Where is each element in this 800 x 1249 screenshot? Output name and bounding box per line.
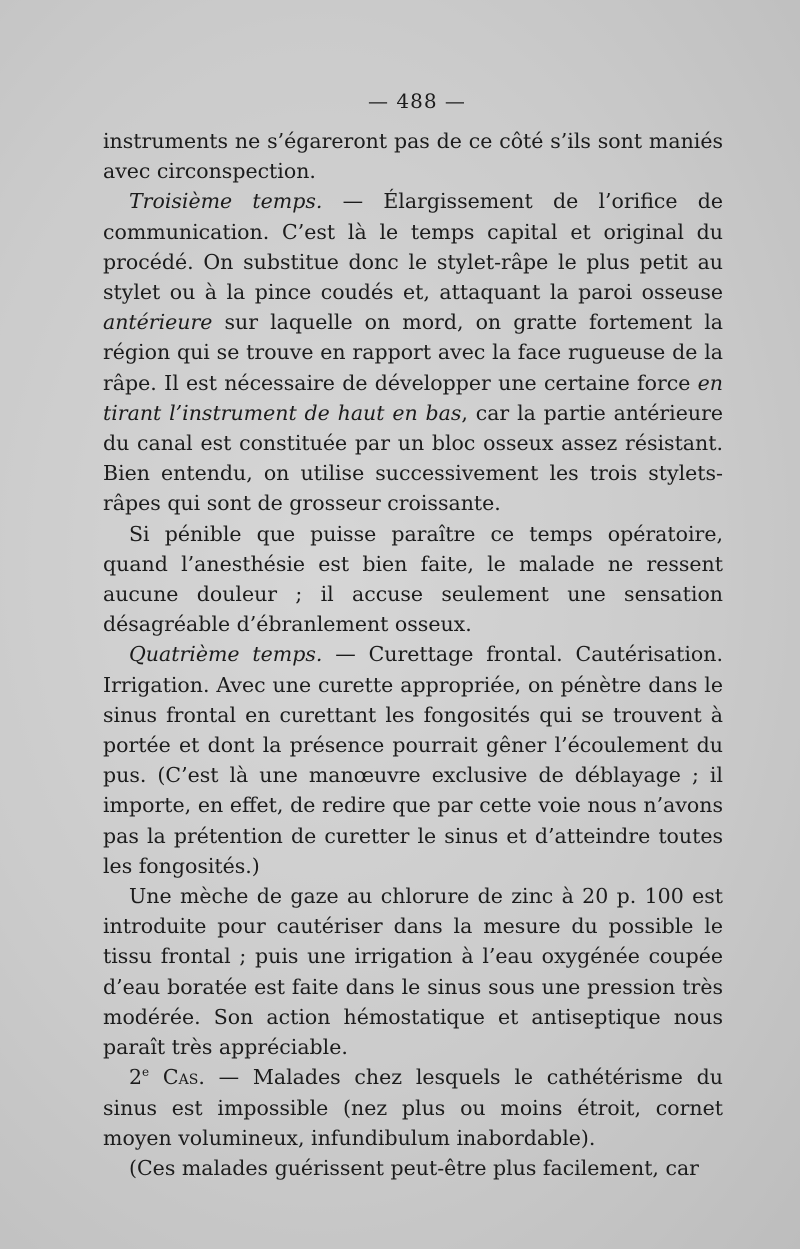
section-heading-fourth-step: Quatrième temps. — [129, 642, 323, 667]
case-label: Cas. — [149, 1065, 205, 1090]
body-text — [103, 126, 723, 1183]
paragraph-4: Quatrième temps. — Curettage frontal. Cautérisation. Irrigation. Avec une curette appropriée, on pénètre dans le sinus frontal en curettant les fongosités qui se trouvent à portée et dont la présence pourrait gêner l’écoulement du pus. (C’est là une manœuvre exclusive de déblayage ; il importe, en effet, de redire que par cette voie nous n’avons pas la prétention de curetter le sinus et d’atteindre toutes les fongosités.) — [103, 642, 723, 878]
paragraph-6: 2e Cas. — Malades chez lesquels le cathétérisme du sinus est impossible (nez plus ou moins étroit, cornet moyen volumineux, infundibulum inabordable). — [103, 1065, 723, 1150]
book-page — [103, 86, 723, 1183]
italic-emphasis: en tirant l’instrument de haut en bas — [103, 370, 723, 425]
section-heading-third-step: Troisième temps. — [129, 189, 323, 214]
paragraph-3: Si pénible que puisse paraître ce temps opératoire, quand l’anesthésie est bien faite, le malade ne ressent aucune douleur ; il accuse seulement une sensation désagréable d’ébranlement osseux. — [103, 521, 723, 637]
case-number-superscript: e — [142, 1065, 150, 1080]
paragraph-5: Une mèche de gaze au chlorure de zinc à 20 p. 100 est introduite pour cautériser dans la mesure du possible le tissu frontal ; puis une irrigation à l’eau oxygénée coupée d’eau boratée est faite dans le sinus sous une pression très modérée. Son action hémostatique et antiseptique nous paraît très appréciable. — [103, 884, 723, 1060]
paragraph-7: (Ces malades guérissent peut-être plus facilement, car — [129, 1155, 699, 1180]
paragraph-1: instruments ne s’égareront pas de ce côté s’ils sont maniés avec circonspection. — [103, 129, 723, 184]
page-number: — 488 — — [368, 89, 466, 113]
paragraph-2: Troisième temps. — Élargissement de l’orifice de communication. C’est là le temps capital et original du procédé. On substitue donc le stylet-râpe le plus petit au stylet ou à la pince coudés et, attaquant la paroi osseuse antérieure sur laquelle on mord, on gratte fortement la région qui se trouve en rapport avec la face rugueuse de la râpe. Il est nécessaire de développer une certaine force en tirant l’instrument de haut en bas, car la partie antérieure du canal est constituée par un bloc osseux assez résistant. Bien entendu, on utilise successivement les trois stylets-râpes qui sont de grosseur croissante. — [103, 189, 724, 516]
case-number: 2 — [129, 1065, 143, 1090]
italic-emphasis: antérieure — [103, 310, 213, 335]
